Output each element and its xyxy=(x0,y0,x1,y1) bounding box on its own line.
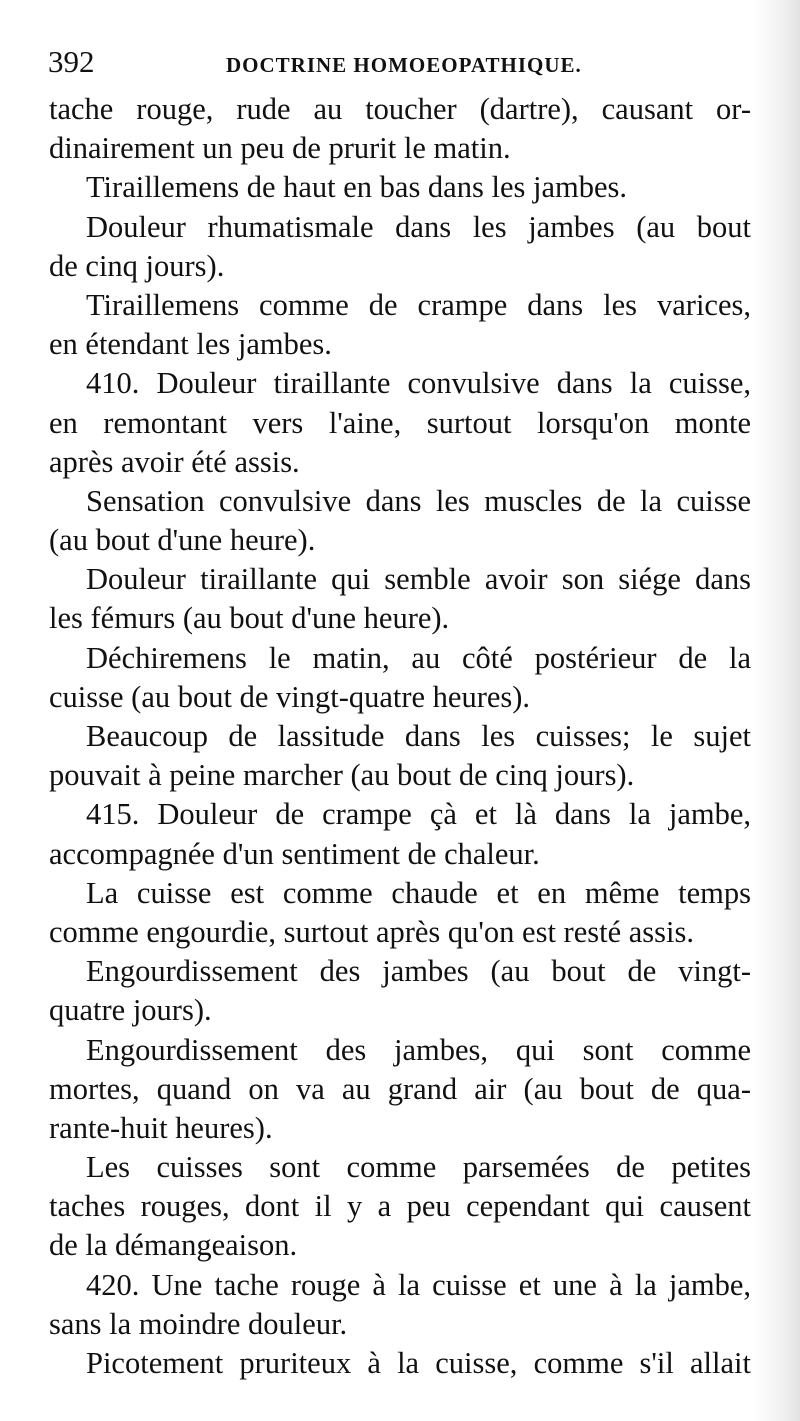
page-number: 392 xyxy=(48,44,95,79)
page-edge-shadow xyxy=(754,0,800,1421)
text-line: dinairement un peu de prurit le matin. xyxy=(49,131,511,166)
text-line: Tiraillemens comme de crampe dans les varices, xyxy=(86,287,751,322)
text-line: rante-huit heures). xyxy=(49,1110,273,1145)
text-line: en étendant les jambes. xyxy=(49,327,332,362)
text-line: comme engourdie, surtout après qu'on est resté assis. xyxy=(49,914,694,949)
text-line: 410. Douleur tiraillante convulsive dans la cuisse, xyxy=(86,366,751,401)
text-line: en remontant vers l'aine, surtout lorsqu'on monte xyxy=(49,405,751,440)
text-line: Engourdissement des jambes (au bout de vingt- xyxy=(86,954,751,989)
text-line: Déchiremens le matin, au côté postérieur de la xyxy=(86,640,751,675)
running-head: DOCTRINE HOMOEOPATHIQUE. xyxy=(226,53,582,77)
text-line: taches rouges, dont il y a peu cependant qui causent xyxy=(49,1189,751,1224)
text-line: pouvait à peine marcher (au bout de cinq jours). xyxy=(49,758,635,793)
text-line: cuisse (au bout de vingt-quatre heures). xyxy=(49,679,531,714)
text-line: Douleur tiraillante qui semble avoir son siége dans xyxy=(86,562,751,597)
body-text xyxy=(49,90,751,1383)
text-line: Beaucoup de lassitude dans les cuisses; le sujet xyxy=(86,719,751,753)
text-line: Les cuisses sont comme parsemées de petites xyxy=(86,1150,751,1185)
text-line: Engourdissement des jambes, qui sont comme xyxy=(86,1032,751,1067)
text-line: accompagnée d'un sentiment de chaleur. xyxy=(49,836,540,871)
text-line: mortes, quand on va au grand air (au bout de qua- xyxy=(49,1071,751,1106)
text-line: tache rouge, rude au toucher (dartre), causant or- xyxy=(49,92,751,126)
text-line: après avoir été assis. xyxy=(49,444,300,479)
text-line: Tiraillemens de haut en bas dans les jambes. xyxy=(86,170,627,205)
text-line: sans la moindre douleur. xyxy=(49,1306,348,1341)
text-line: 415. Douleur de crampe çà et là dans la jambe, xyxy=(86,797,751,832)
text-line: Douleur rhumatismale dans les jambes (au bout xyxy=(86,209,751,244)
text-line: Picotement pruriteux à la cuisse, comme s'il allait xyxy=(86,1346,751,1380)
page-header xyxy=(48,44,748,84)
text-line: de la démangeaison. xyxy=(49,1228,298,1263)
text-line: de cinq jours). xyxy=(49,248,225,283)
text-line: 420. Une tache rouge à la cuisse et une à la jambe, xyxy=(86,1267,751,1302)
text-line: (au bout d'une heure). xyxy=(49,523,316,558)
text-line: quatre jours). xyxy=(49,993,212,1028)
text-line: les fémurs (au bout d'une heure). xyxy=(49,601,450,636)
text-line: La cuisse est comme chaude et en même temps xyxy=(86,875,751,910)
text-line: Sensation convulsive dans les muscles de la cuisse xyxy=(86,483,751,518)
